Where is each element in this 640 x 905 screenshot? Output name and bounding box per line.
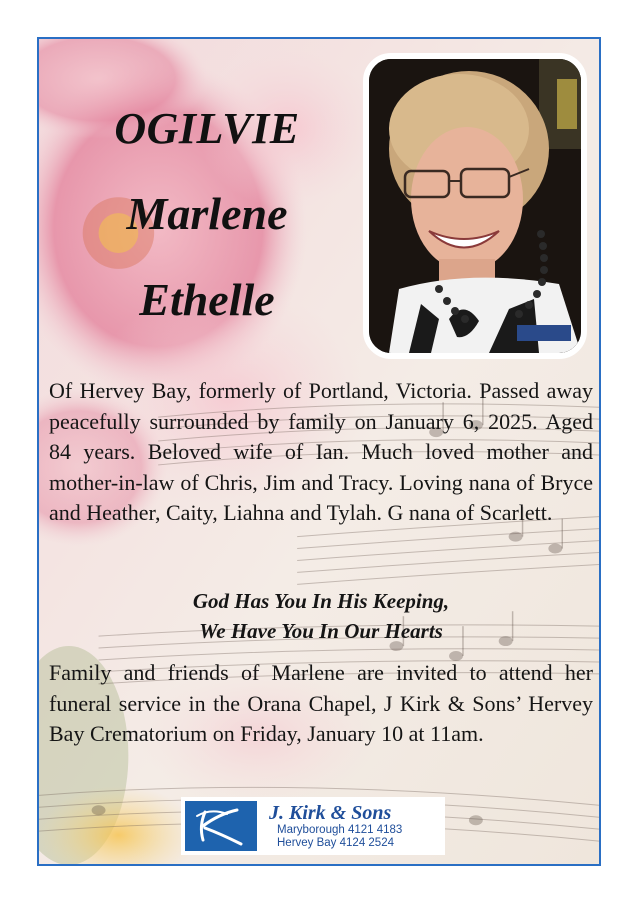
notice-paragraph-1: Of Hervey Bay, formerly of Portland, Victoria. Passed away peacefully surrounded by family on January 6, 2025. Aged 84 years. Beloved wife of Ian. Much loved mother and mother-in-law of Chris, Jim and Tracy. Loving nana of Bryce and Heather, Caity, Liahna and Tylah. G nana of Scarlett. — [49, 378, 593, 525]
funeral-director-logo — [181, 797, 445, 855]
first-name: Marlene — [126, 188, 288, 239]
verse-line-1: God Has You In His Keeping, — [192, 589, 450, 613]
monogram-icon — [185, 801, 257, 851]
notice-card — [37, 37, 601, 866]
phone-hervey-bay: Hervey Bay 4124 2524 — [277, 837, 394, 849]
surname: OGILVIE — [114, 104, 300, 153]
business-name: J. Kirk & Sons — [269, 802, 392, 824]
phone-maryborough: Maryborough 4121 4183 — [277, 824, 403, 836]
middle-name: Ethelle — [139, 274, 275, 325]
notice-paragraph-2: Family and friends of Marlene are invited to attend her funeral service in the Orana Chapel, J Kirk & Sons’ Hervey Bay Crematorium on Friday, January 10 at 11am. — [49, 660, 593, 746]
deceased-name — [87, 104, 327, 363]
verse-line-2: We Have You In Our Hearts — [199, 619, 443, 643]
logo-text — [257, 802, 445, 850]
portrait-photo — [363, 53, 587, 359]
memorial-verse — [49, 586, 593, 646]
